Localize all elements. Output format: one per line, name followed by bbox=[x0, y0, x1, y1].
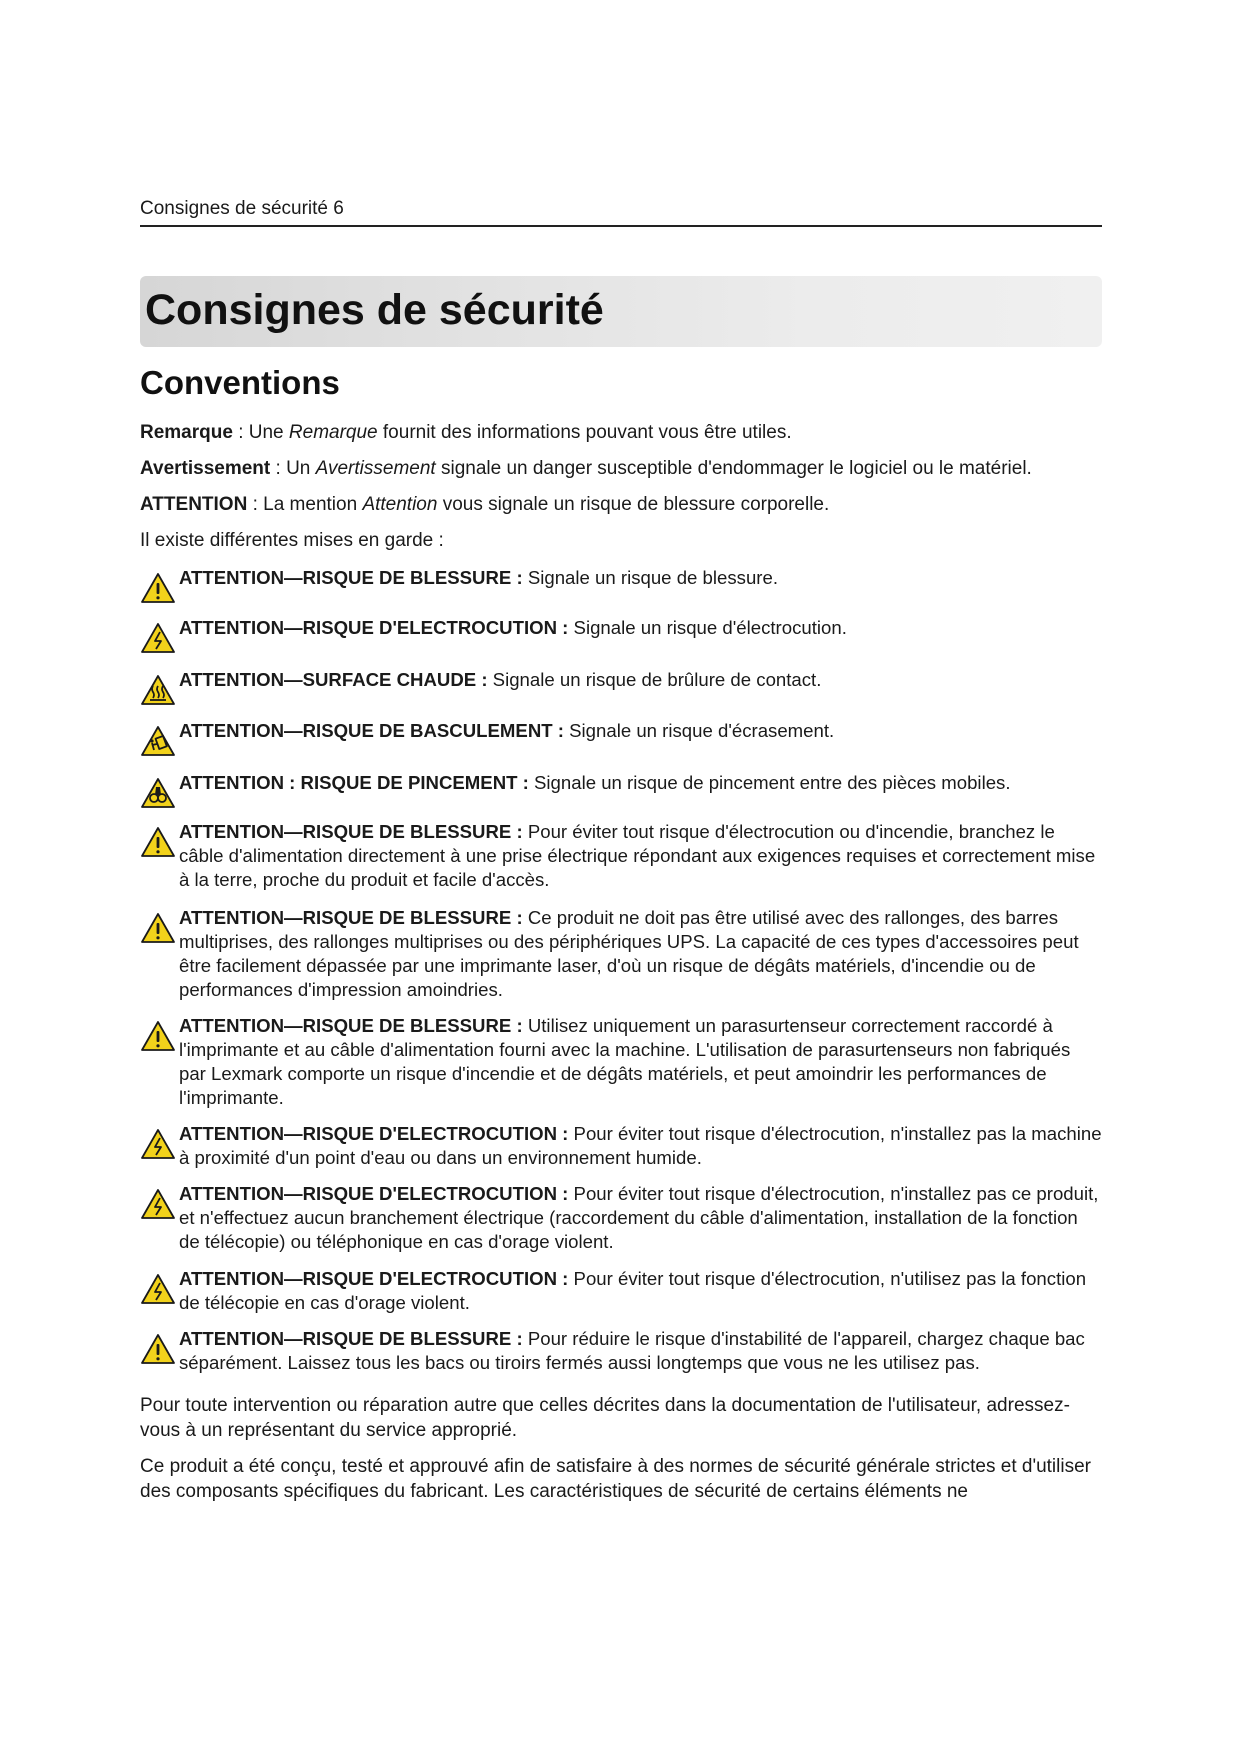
warning-text: ATTENTION—RISQUE DE BLESSURE : Pour réduire le risque d'instabilité de l'appareil, chargez chaque bac séparément. Laissez tous les bacs ou tiroirs fermés aussi longtemps que vous ne les utilisez pas. bbox=[179, 1328, 1085, 1373]
electric-shock-icon bbox=[140, 622, 176, 654]
convention-note: Remarque : Une Remarque fournit des informations pouvant vous être utiles. bbox=[140, 422, 792, 443]
tipping-hazard-icon bbox=[140, 725, 176, 757]
warning-text: ATTENTION—RISQUE D'ELECTROCUTION : Pour éviter tout risque d'électrocution, n'installez pas ce produit, et n'effectuez aucun branchement électrique (raccordement du câble d'alimentation, installation de la fonction de télécopie) ou téléphonique en cas d'orage violent. bbox=[179, 1183, 1099, 1252]
warning-text: ATTENTION—RISQUE DE BLESSURE : Utilisez uniquement un parasurtenseur correctement raccordé à l'imprimante et au câble d'alimentation fourni avec la machine. L'utilisation de parasurtenseurs non fabriqués par Lexmark comporte un risque d'incendie et de dégâts matériels, et peut amoindrir les performances de l'imprimante. bbox=[179, 1015, 1071, 1108]
hot-surface-icon bbox=[140, 674, 176, 706]
warning-general-icon bbox=[140, 912, 176, 944]
warning-text: ATTENTION : RISQUE DE PINCEMENT : Signale un risque de pincement entre des pièces mobiles. bbox=[179, 772, 1011, 793]
compliance-paragraph: Ce produit a été conçu, testé et approuvé afin de satisfaire à des normes de sécurité générale strictes et d'utiliser des composants spécifiques du fabricant. Les caractéristiques de sécurité de certains éléments ne bbox=[140, 1456, 1091, 1502]
warning-general-icon bbox=[140, 1020, 176, 1052]
electric-shock-icon bbox=[140, 1188, 176, 1220]
warning-text: ATTENTION—RISQUE DE BASCULEMENT : Signale un risque d'écrasement. bbox=[179, 720, 835, 741]
section-title: Conventions bbox=[140, 364, 340, 401]
warning-general-icon bbox=[140, 572, 176, 604]
convention-caution: ATTENTION : La mention Attention vous signale un risque de blessure corporelle. bbox=[140, 494, 830, 515]
warnings-intro: Il existe différentes mises en garde : bbox=[140, 530, 444, 551]
convention-warning: Avertissement : Un Avertissement signale un danger susceptible d'endommager le logiciel ou le matériel. bbox=[140, 458, 1032, 479]
warning-text: ATTENTION—SURFACE CHAUDE : Signale un risque de brûlure de contact. bbox=[179, 669, 822, 690]
warning-text: ATTENTION—RISQUE D'ELECTROCUTION : Pour éviter tout risque d'électrocution, n'utilisez pas la fonction de télécopie en cas d'orage violent. bbox=[179, 1268, 1087, 1313]
running-header: Consignes de sécurité 6 bbox=[140, 198, 1102, 227]
electric-shock-icon bbox=[140, 1128, 176, 1160]
chapter-band bbox=[140, 276, 1102, 347]
warning-general-icon bbox=[140, 826, 176, 858]
warning-text: ATTENTION—RISQUE D'ELECTROCUTION : Pour éviter tout risque d'électrocution, n'installez pas la machine à proximité d'un point d'eau ou dans un environnement humide. bbox=[179, 1123, 1102, 1168]
electric-shock-icon bbox=[140, 1273, 176, 1305]
warning-text: ATTENTION—RISQUE DE BLESSURE : Pour éviter tout risque d'électrocution ou d'incendie, branchez le câble d'alimentation directement à une prise électrique répondant aux exigences requises et correctement mise à la terre, proche du produit et facile d'accès. bbox=[179, 821, 1096, 890]
warning-general-icon bbox=[140, 1333, 176, 1365]
warning-text: ATTENTION—RISQUE DE BLESSURE : Signale un risque de blessure. bbox=[179, 567, 778, 588]
pinch-hazard-icon bbox=[140, 777, 176, 809]
service-paragraph: Pour toute intervention ou réparation autre que celles décrites dans la documentation de l'utilisateur, adressez-vous à un représentant du service approprié. bbox=[140, 1395, 1070, 1441]
warning-text: ATTENTION—RISQUE D'ELECTROCUTION : Signale un risque d'électrocution. bbox=[179, 617, 847, 638]
warning-text: ATTENTION—RISQUE DE BLESSURE : Ce produit ne doit pas être utilisé avec des rallonges, des barres multiprises, des rallonges multiprises ou des périphériques UPS. La capacité de ces types d'accessoires peut être facilement dépassée par une imprimante laser, d'où un risque de dégâts matériels, d'incendie ou de performances d'impression amoindries. bbox=[179, 907, 1079, 1000]
chapter-title: Consignes de sécurité bbox=[145, 286, 604, 334]
